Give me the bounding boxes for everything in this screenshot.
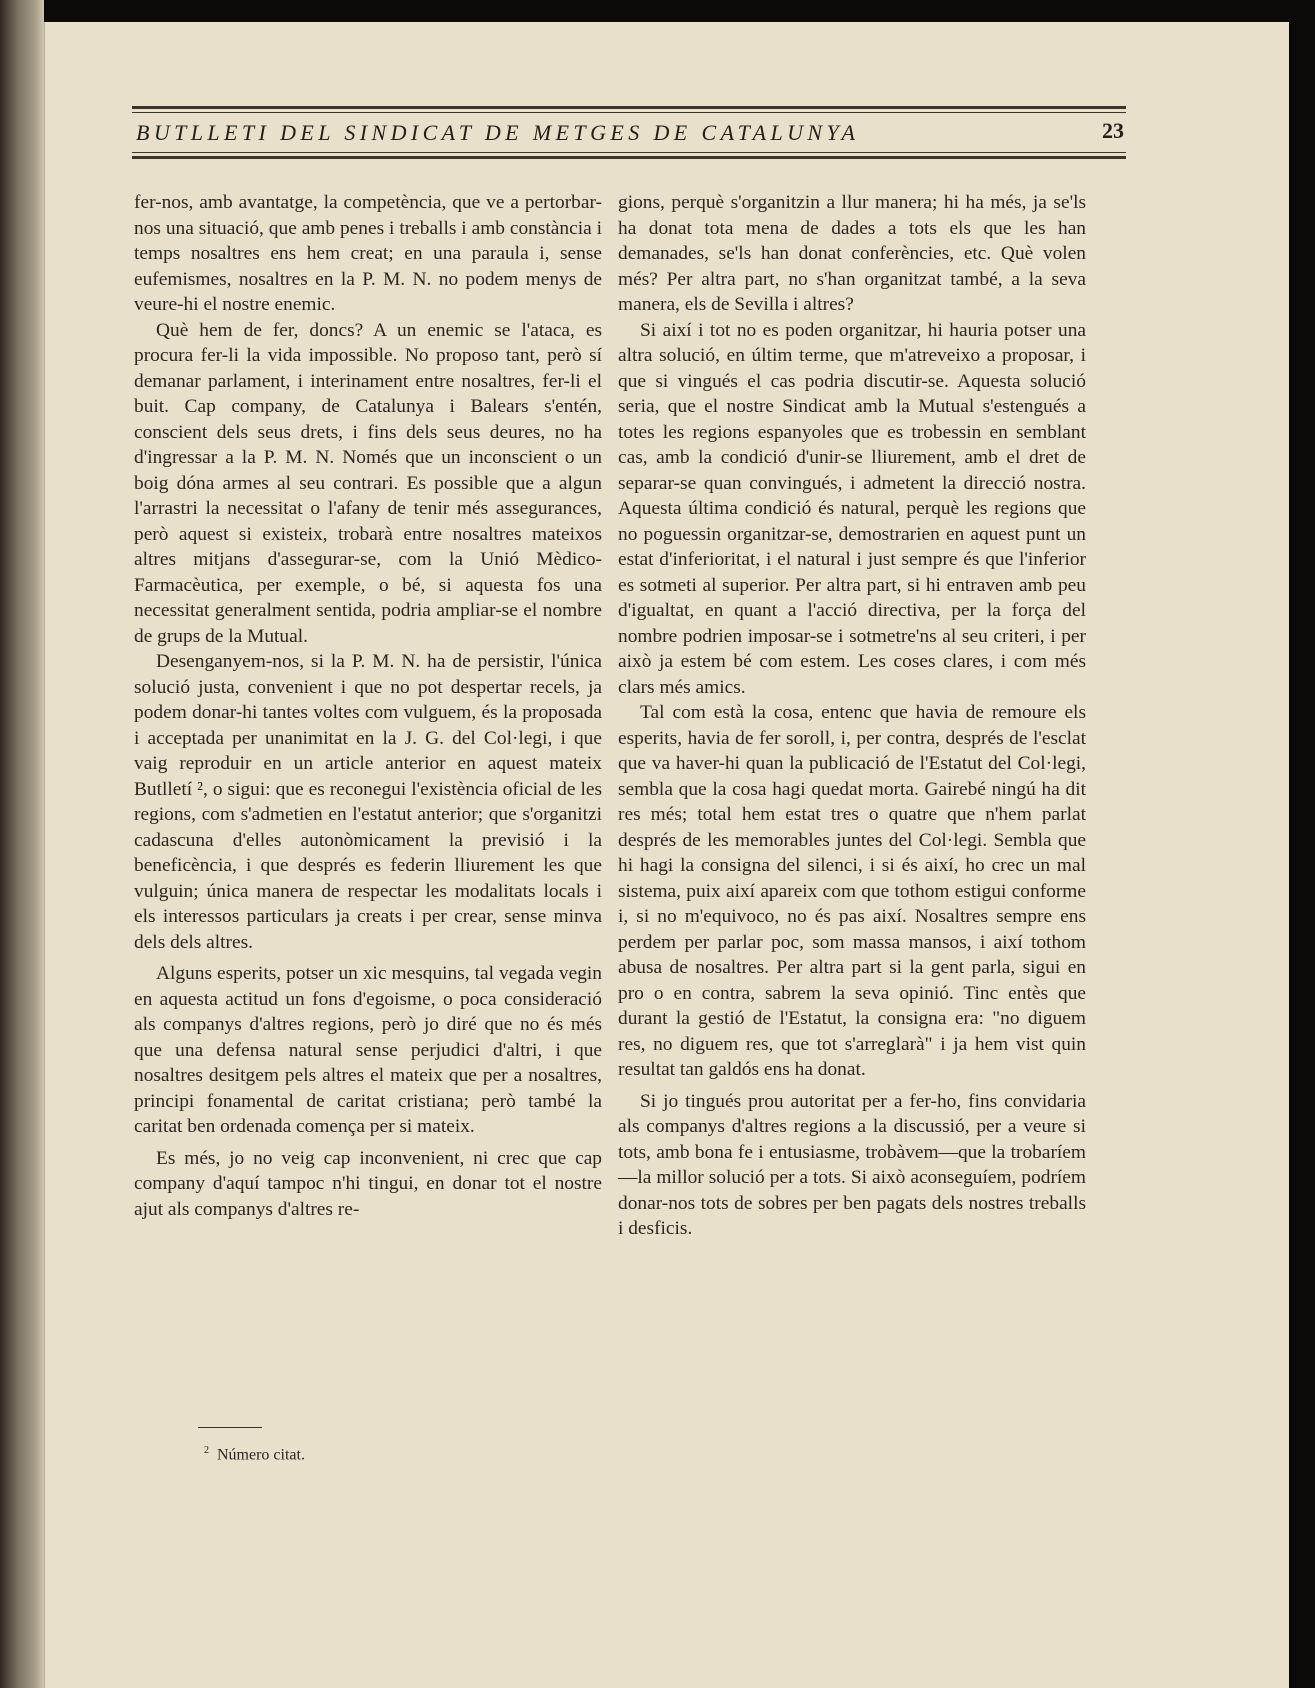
journal-title: BUTLLETI DEL SINDICAT DE METGES DE CATALUNYA (136, 120, 860, 145)
footnote-rule (198, 1427, 262, 1428)
footnote (204, 1445, 305, 1464)
header-rule-top-thick (132, 106, 1126, 109)
header-rule-bottom-thin (132, 152, 1126, 153)
page-header (132, 86, 1126, 166)
paragraph: Desenganyem-nos, si la P. M. N. ha de persistir, l'única solució justa, convenient i que no pot despertar recels, ja podem donar-hi tantes voltes com vulguem, és la proposada i acceptada per unanimitat en la J. G. del Col·legi, i que vaig reproduir en un article anterior en aquest mateix Butlletí ², o sigui: que es reconegui l'existència oficial de les regions, com s'admetien en l'estatut anterior; que s'organitzi cadascuna d'elles autonòmicament la previsió i la beneficència, i que després es federin lliurement les que vulguin; única manera de respectar les modalitats locals i els interessos particulars ja creats i per crear, sense minva dels dels altres. (134, 651, 602, 953)
book-spine-shadow (0, 0, 44, 1688)
paragraph: Si així i tot no es poden organitzar, hi hauria potser una altra solució, en últim terme, que m'atreveixo a proposar, i que si vingués el cas podria discutir-se. Aquesta solució seria, que el nostre Sindicat amb la Mutual s'estengués a totes les regions espanyoles que es trobessin en semblant cas, amb la condició d'unir-se lliurement, amb el dret de separar-se quan convingués, i admetent la direcció nostra. Aquesta última condició és natural, perquè les regions que no poguessin organitzar-se, demostrarien en aquest punt un estat d'inferioritat, i el natural i just sempre és que l'inferior es sotmeti al superior. Per altra part, si hi entraven amb peu d'igualtat, en quant a l'acció directiva, per la força del nombre podrien imposar-se i sotmetre'ns al seu criteri, i per això ja estem bé com estem. Les coses clares, i com més clars més amics. (618, 319, 1086, 698)
paragraph: Tal com està la cosa, entenc que havia de remoure els esperits, havia de fer soroll, i, per contra, després de l'esclat que va haver-hi quan la publicació de l'Estatut del Col·legi, sembla que la cosa hagi quedat morta. Gairebé ningú ha dit res més; total hem estat tres o quatre que n'hem parlat després de les memorables juntes del Col·legi. Sembla que hi hagi la consigna del silenci, i si és així, ho crec un mal sistema, puix així apareix com que tothom estigui conforme i, si no m'equivoco, no és pas així. Nosaltres sempre ens perdem per parlar poc, som massa mansos, i així tothom abusa de nosaltres. Per altra part si la gent parla, sigui en pro o en contra, sabrem la seva opinió. Tinc entès que durant la gestió de l'Estatut, la consigna era: "no diguem res, no diguem res, que tot s'arreglarà" i ja hem vist quin resultat tan galdós ens ha donat. (618, 702, 1086, 1080)
header-rule-bottom-thick (132, 156, 1126, 159)
footnote-mark: 2 (204, 1445, 209, 1456)
paragraph: gions, perquè s'organitzin a llur manera; hi ha més, ja se'ls ha donat tota mena de dades a tots els que les han demanades, se'ls han donat conferències, etc. Què volen més? Per altra part, no s'han organitzat també, a la seva manera, els de Sevilla i altres? (618, 192, 1086, 315)
paragraph: Alguns esperits, potser un xic mesquins, tal vegada vegin en aquesta actitud un fons d'egoisme, o poca consideració als companys d'altres regions, però jo diré que no és més que una defensa natural sense perjudici d'altri, i que nosaltres desitgem pels altres el mateix que per a nosaltres, principi fonamental de caritat cristiana; però també la caritat ben ordenada comença per si mateix. (134, 963, 602, 1137)
paragraph: Si jo tingués prou autoritat per a fer-ho, fins convidaria als companys d'altres regions a la discussió, per a veure si tots, amb bona fe i entusiasme, trobàvem—que la trobaríem—la millor solució per a tots. Si això aconseguíem, podríem donar-nos tots de sobres per ben pagats dels nostres treballs i desficis. (618, 1090, 1086, 1239)
header-rule-top-thin (132, 112, 1126, 113)
paragraph: fer-nos, amb avantatge, la competència, que ve a pertorbar-nos una situació, que amb penes i treballs i amb constància i temps nosaltres ens hem creat; en una paraula i, sense eufemismes, nosaltres en la P. M. N. no podem menys de veure-hi el nostre enemic. (134, 192, 602, 315)
footnote-text: Número citat. (217, 1446, 305, 1464)
left-column (134, 190, 602, 1222)
paragraph: Es més, jo no veig cap inconvenient, ni crec que cap company d'aquí tampoc n'hi tingui, en donar tot el nostre ajut als companys d'altres re- (134, 1147, 602, 1220)
right-column (618, 190, 1086, 1242)
paragraph: Què hem de fer, doncs? A un enemic se l'ataca, es procura fer-li la vida impossible. No proposo tant, però sí demanar parlament, i interinament entre nosaltres, fer-li el buit. Cap company, de Catalunya i Balears s'entén, conscient dels seus drets, i fins dels seus deures, no ha d'ingressar a la P. M. N. Només que un inconscient o un boig dóna armes al seu contrari. Es possible que a algun l'arrastri la necessitat o l'afany de tenir més assegurances, però aquest si existeix, trobarà entre nosaltres mateixos altres mitjans d'assegurar-se, com la Unió Mèdico-Farmacèutica, per exemple, o bé, si aquesta fos una necessitat generalment sentida, podria ampliar-se el nombre de grups de la Mutual. (134, 319, 602, 647)
page-number: 23 (1102, 118, 1124, 143)
